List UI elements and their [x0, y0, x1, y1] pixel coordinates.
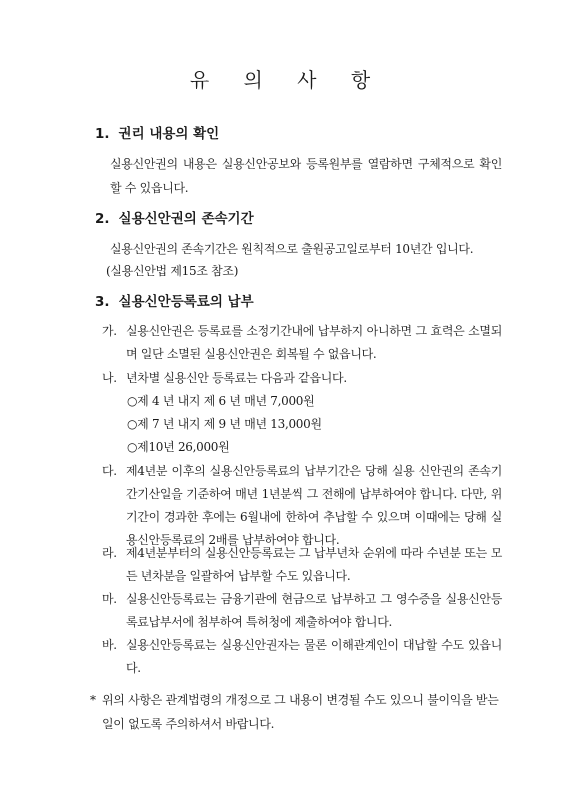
page-title: 유 의 사 항	[189, 68, 385, 92]
item-marker: 마.	[102, 592, 117, 606]
list-item	[102, 320, 502, 366]
list-item	[102, 367, 502, 390]
section-2-heading	[95, 207, 254, 227]
list-item	[102, 460, 502, 552]
section-2-number: 2.	[95, 211, 110, 227]
footnote-text: 위의 사항은 관계법령의 개정으로 그 내용이 변경될 수도 있으니 불이익을 받는 일이 없도록 주의하셔서 바랍니다.	[102, 693, 499, 731]
fee-line: ○제10년 26,000원	[127, 440, 230, 454]
fee-line: ○제 7 년 내지 제 9 년 매년 13,000원	[127, 417, 322, 431]
item-text: 제4년분 이후의 실용신안등록료의 납부기간은 당해 실용 신안권의 존속기간기산일을 기준하여 매년 1년분씩 그 전해에 납부하여야 합니다. 다만, 위 기간이 경과한 후에는 6월내에 한하여 추납할 수 있으며 이때에는 당해 실용신안등록료의 2배를 납부하여야 합니다.	[126, 464, 502, 547]
item-marker: 나.	[102, 371, 117, 385]
item-text: 실용신안권은 등록료를 소정기간내에 납부하지 아니하면 그 효력은 소멸되며 일단 소멸된 실용신안권은 회복될 수 없읍니다.	[126, 324, 502, 361]
list-item	[102, 634, 502, 680]
list-item	[102, 542, 502, 588]
asterisk-marker: *	[90, 693, 96, 707]
section-1-text: 실용신안권의 내용은 실용신안공보와 등록원부를 열람하면 구체적으로 확인할 수 있읍니다.	[110, 157, 502, 195]
section-3-number: 3.	[95, 294, 110, 310]
section-1-title: 권리 내용의 확인	[118, 126, 220, 142]
section-1-number: 1.	[95, 126, 110, 142]
section-3-title: 실용신안등록료의 납부	[118, 294, 254, 310]
section-3-heading	[95, 290, 254, 310]
item-marker: 가.	[102, 324, 117, 338]
item-text: 년차별 실용신안 등록료는 다음과 같읍니다.	[126, 371, 347, 385]
item-marker: 다.	[102, 464, 117, 478]
item-marker: 바.	[102, 638, 117, 652]
section-2-text: 실용신안권의 존속기간은 원칙적으로 출원공고일로부터 10년간 입니다.	[110, 242, 474, 256]
item-text: 제4년분부터의 실용신안등록료는 그 납부년차 순위에 따라 수년분 또는 모든 년차분을 일괄하여 납부할 수도 있읍니다.	[126, 546, 502, 583]
list-item	[102, 588, 502, 634]
footnote	[90, 688, 504, 736]
item-marker: 라.	[102, 546, 117, 560]
section-2-reference: (실용신안법 제15조 참조)	[106, 264, 239, 278]
section-1-heading	[95, 122, 219, 142]
item-text: 실용신안등록료는 실용신안권자는 물론 이해관계인이 대납할 수도 있읍니다.	[126, 638, 502, 675]
section-2-title: 실용신안권의 존속기간	[118, 211, 254, 227]
item-text: 실용신안등록료는 금융기관에 현금으로 납부하고 그 영수증을 실용신안등록료납부서에 첨부하여 특허청에 제출하여야 합니다.	[126, 592, 502, 629]
fee-line: ○제 4 년 내지 제 6 년 매년 7,000원	[127, 394, 315, 408]
